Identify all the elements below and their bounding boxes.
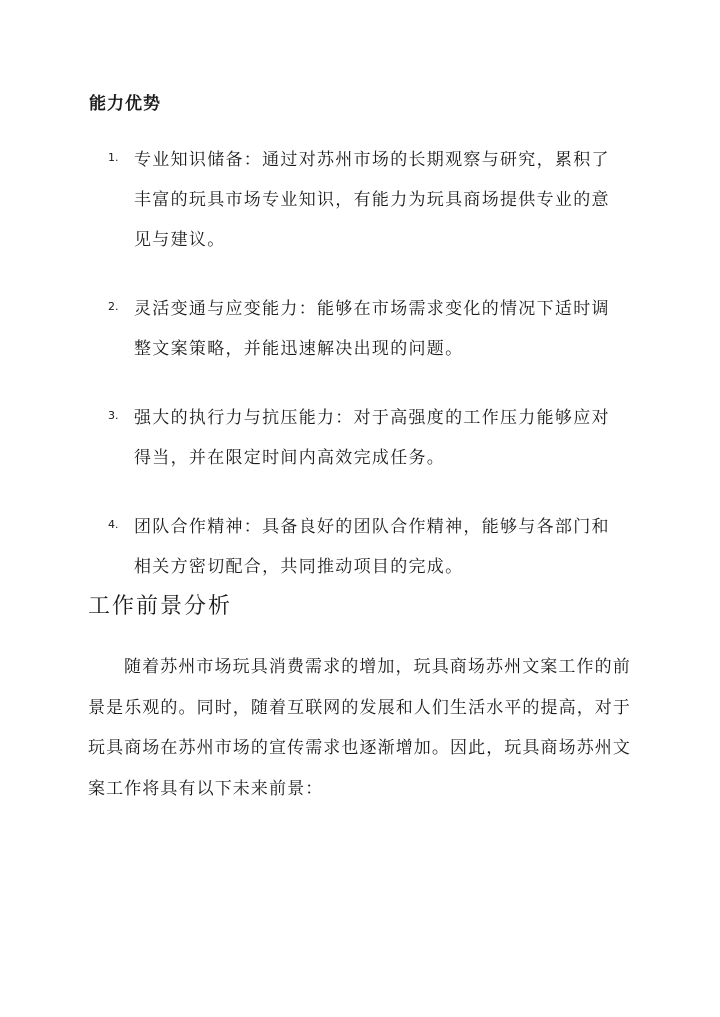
list-item-text: 团队合作精神：具备良好的团队合作精神，能够与各部门和相关方密切配合，共同推动项目的完成。 xyxy=(134,517,610,577)
list-item xyxy=(0,398,720,478)
section-heading-advantages: 能力优势 xyxy=(89,94,161,114)
list-item-text: 灵活变通与应变能力：能够在市场需求变化的情况下适时调整文案策略，并能迅速解决出现的问题。 xyxy=(134,299,610,359)
list-item xyxy=(0,140,720,260)
section-heading-outlook: 工作前景分析 xyxy=(88,594,233,619)
outlook-paragraph: 随着苏州市场玩具消费需求的增加，玩具商场苏州文案工作的前景是乐观的。同时，随着互联网的发展和人们生活水平的提高，对于玩具商场在苏州市场的宣传需求也逐渐增加。因此，玩具商场苏州文案工作将具有以下未来前景： xyxy=(88,657,631,799)
list-item-number: 1. xyxy=(108,151,119,164)
list-item xyxy=(0,289,720,369)
list-item-text: 专业知识储备：通过对苏州市场的长期观察与研究，累积了丰富的玩具市场专业知识，有能力为玩具商场提供专业的意见与建议。 xyxy=(134,150,610,250)
list-item-text: 强大的执行力与抗压能力：对于高强度的工作压力能够应对得当，并在限定时间内高效完成任务。 xyxy=(134,408,610,468)
list-item-number: 4. xyxy=(108,518,119,531)
list-item-number: 2. xyxy=(108,300,119,313)
list-item xyxy=(0,507,720,587)
advantages-list xyxy=(0,140,720,616)
list-item-number: 3. xyxy=(108,409,119,422)
